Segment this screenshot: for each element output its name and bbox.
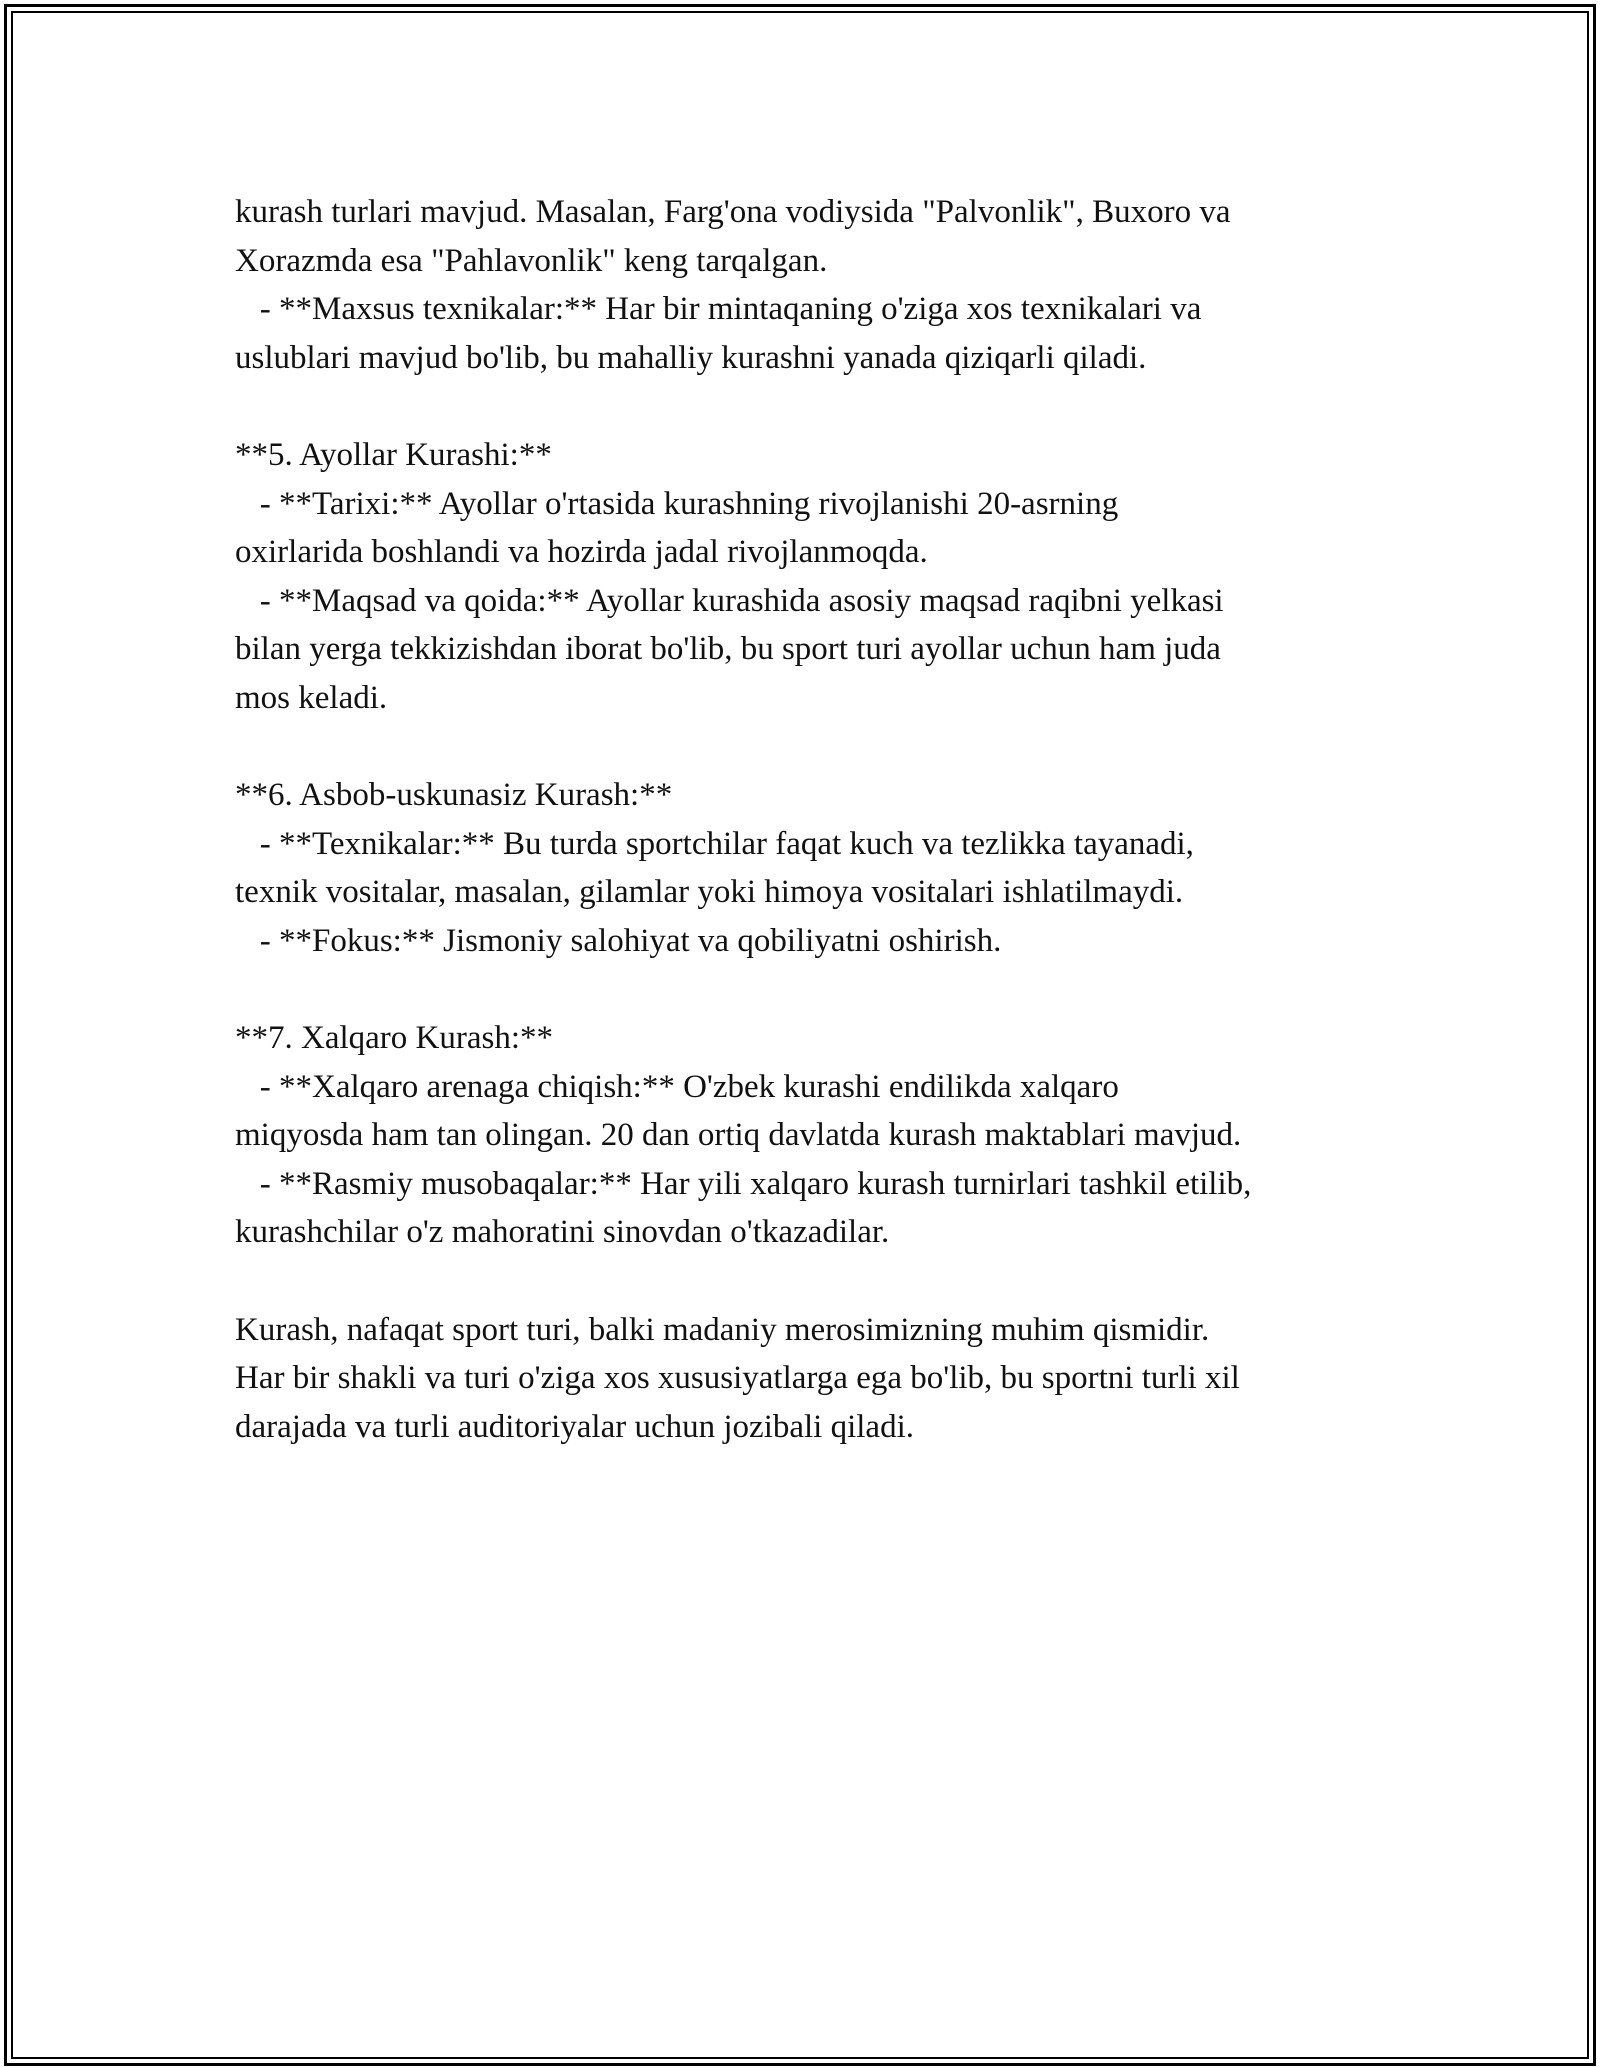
text-line: mos keladi. (235, 679, 388, 716)
conclusion-line: darajada va turli auditoriyalar uchun jozibali qiladi. (235, 1408, 914, 1445)
blank-line (235, 1257, 1395, 1306)
text-line: oxirlarida boshlandi va hozirda jadal rivojlanmoqda. (235, 534, 928, 571)
text-line: - **Maqsad va qoida:** Ayollar kurashida asosiy maqsad raqibni yelkasi (235, 582, 1224, 619)
section-heading: **5. Ayollar Kurashi:** (235, 436, 552, 473)
text-line: bilan yerga tekkizishdan iborat bo'lib, bu sport turi ayollar uchun ham juda (235, 631, 1221, 668)
section-heading: **6. Asbob-uskunasiz Kurash:** (235, 777, 673, 814)
document-body (235, 188, 1395, 1451)
text-line: - **Texnikalar:** Bu turda sportchilar faqat kuch va tezlikka tayanadi, (235, 825, 1194, 862)
section-heading: **7. Xalqaro Kurash:** (235, 1020, 554, 1057)
text-line: - **Maxsus texnikalar:** Har bir mintaqaning o'ziga xos texnikalari va (235, 291, 1202, 328)
text-line: miqyosda ham tan olingan. 20 dan ortiq davlatda kurash maktablari mavjud. (235, 1117, 1242, 1154)
blank-line (235, 382, 1395, 431)
text-line: Xorazmda esa "Pahlavonlik" keng tarqalgan. (235, 242, 828, 279)
text-line: texnik vositalar, masalan, gilamlar yoki himoya vositalari ishlatilmaydi. (235, 874, 1184, 911)
text-line: - **Fokus:** Jismoniy salohiyat va qobiliyatni oshirish. (235, 922, 1002, 959)
text-line: uslublari mavjud bo'lib, bu mahalliy kurashni yanada qiziqarli qiladi. (235, 339, 1147, 376)
text-line: - **Rasmiy musobaqalar:** Har yili xalqaro kurash turnirlari tashkil etilib, (235, 1165, 1252, 1202)
text-line: - **Tarixi:** Ayollar o'rtasida kurashning rivojlanishi 20-asrning (235, 485, 1119, 522)
text-line: kurashchilar o'z mahoratini sinovdan o'tkazadilar. (235, 1214, 890, 1251)
text-line: - **Xalqaro arenaga chiqish:** O'zbek kurashi endilikda xalqaro (235, 1068, 1119, 1105)
conclusion-line: Kurash, nafaqat sport turi, balki madaniy merosimizning muhim qismidir. (235, 1311, 1210, 1348)
conclusion-line: Har bir shakli va turi o'ziga xos xususiyatlarga ega bo'lib, bu sportni turli xil (235, 1360, 1240, 1397)
blank-line (235, 723, 1395, 772)
blank-line (235, 966, 1395, 1015)
text-line: kurash turlari mavjud. Masalan, Farg'ona vodiysida "Palvonlik", Buxoro va (235, 194, 1231, 230)
